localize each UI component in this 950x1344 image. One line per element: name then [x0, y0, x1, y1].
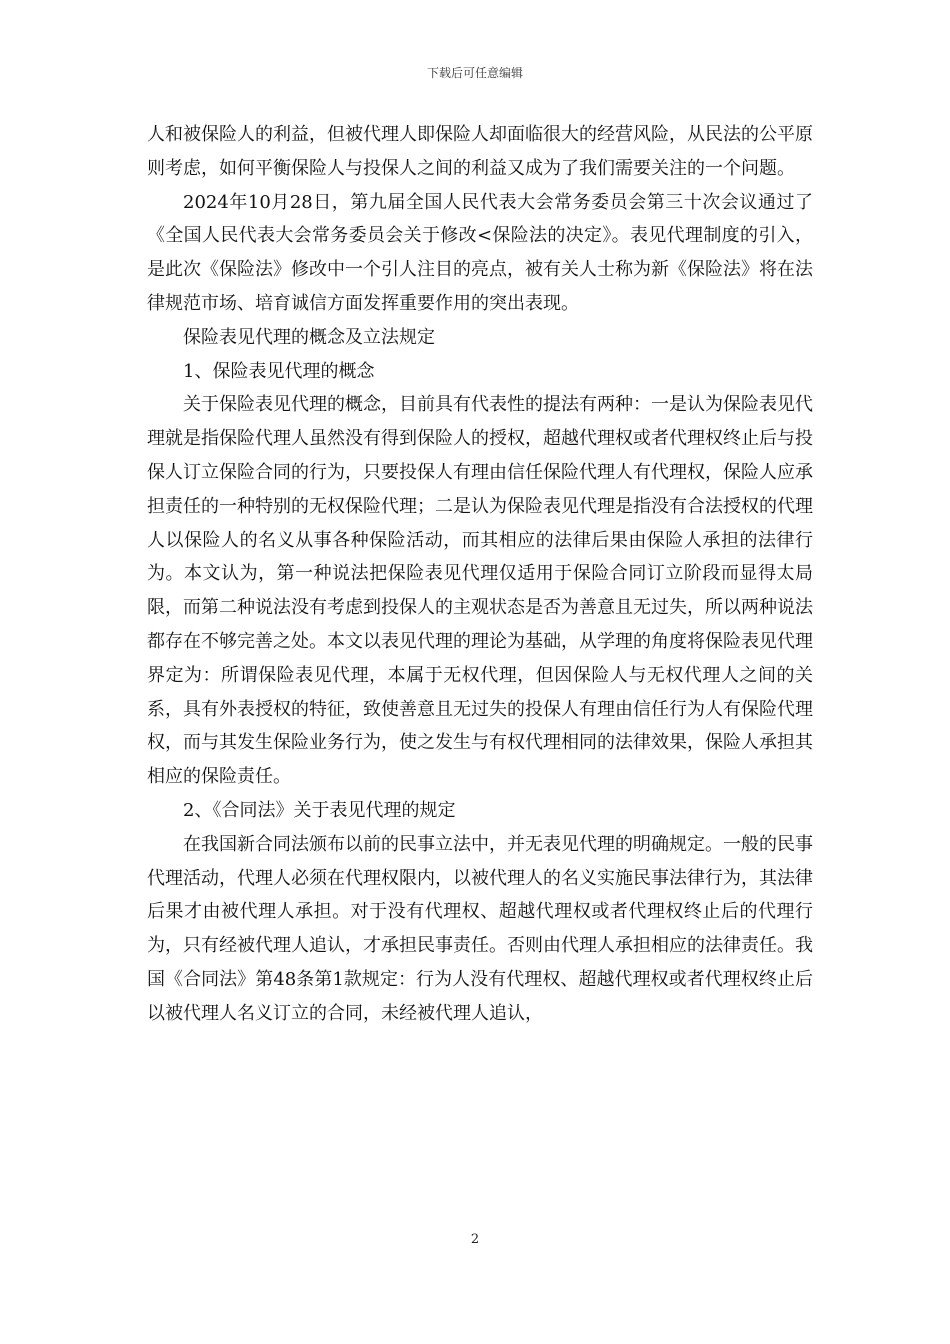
document-body — [147, 118, 813, 1031]
subsection-heading: 2、《合同法》关于表见代理的规定 — [183, 799, 456, 821]
paragraph: 在我国新合同法颁布以前的民事立法中，并无表见代理的明确规定。一般的民事代理活动，代理人必须在代理权限内，以被代理人的名义实施民事法律行为，其法律后果才由被代理人承担。对于没有代理权、超越代理权或者代理权终止后的代理行为，只有经被代理人追认，才承担民事责任。否则由代理人承担相应的法律责任。我国《合同法》第48条第1款规定：行为人没有代理权、超越代理权或者代理权终止后以被代理人名义订立的合同，未经被代理人追认， — [147, 833, 813, 1024]
page-number: 2 — [470, 1232, 480, 1247]
subsection-heading: 1、保险表见代理的概念 — [183, 360, 375, 382]
paragraph: 关于保险表见代理的概念，目前具有代表性的提法有两种：一是认为保险表见代理就是指保险代理人虽然没有得到保险人的授权，超越代理权或者代理权终止后与投保人订立保险合同的行为，只要投保人有理由信任保险代理人有代理权，保险人应承担责任的一种特别的无权保险代理；二是认为保险表见代理是指没有合法授权的代理人以保险人的名义从事各种保险活动，而其相应的法律后果由保险人承担的法律行为。本文认为，第一种说法把保险表见代理仅适用于保险合同订立阶段而显得太局限，而第二种说法没有考虑到投保人的主观状态是否为善意且无过失，所以两种说法都存在不够完善之处。本文以表见代理的理论为基础，从学理的角度将保险表见代理界定为：所谓保险表见代理，本属于无权代理，但因保险人与无权代理人之间的关系，具有外表授权的特征，致使善意且无过失的投保人有理由信任行为人有保险代理权，而与其发生保险业务行为，使之发生与有权代理相同的法律效果，保险人承担其相应的保险责任。 — [147, 394, 813, 788]
section-heading: 保险表见代理的概念及立法规定 — [183, 326, 435, 348]
page-header: 下载后可任意编辑 — [426, 66, 523, 80]
paragraph: 2024年10月28日，第九届全国人民代表大会常务委员会第三十次会议通过了《全国人民代表大会常务委员会关于修改<保险法的决定》。表见代理制度的引入，是此次《保险法》修改中一个引人注目的亮点，被有关人士称为新《保险法》将在法律规范市场、培育诚信方面发挥重要作用的突出表现。 — [147, 191, 813, 314]
paragraph-continued: 人和被保险人的利益，但被代理人即保险人却面临很大的经营风险，从民法的公平原则考虑，如何平衡保险人与投保人之间的利益又成为了我们需要关注的一个问题。 — [147, 124, 813, 179]
